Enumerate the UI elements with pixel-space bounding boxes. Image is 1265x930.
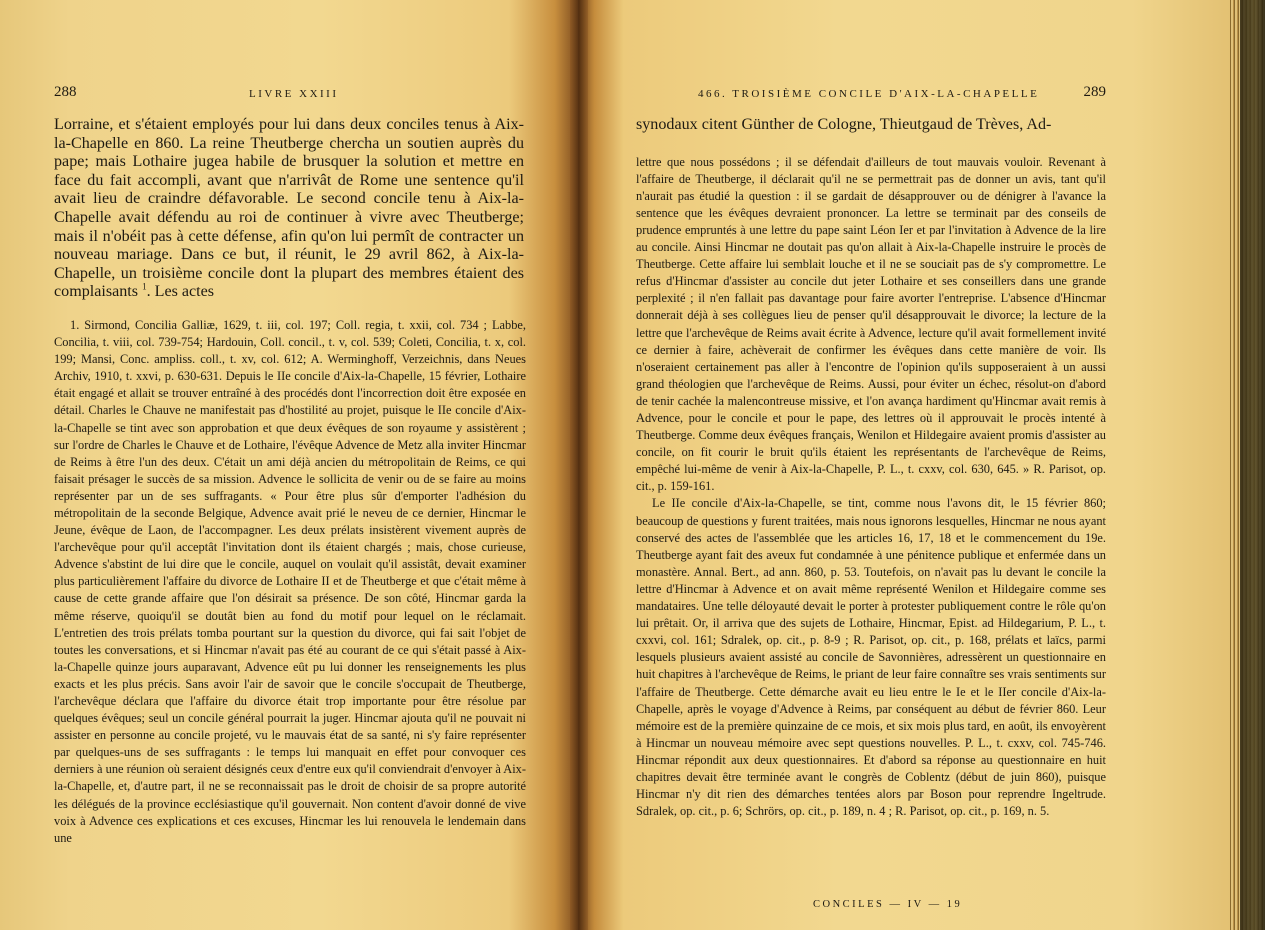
left-body-text: [54, 116, 524, 302]
left-footnote: [54, 317, 526, 847]
right-body-text: synodaux citent Günther de Cologne, Thieutgaud de Trèves, Ad-: [636, 116, 1052, 133]
left-page-number: 288: [54, 84, 77, 100]
right-running-head: [636, 86, 1106, 108]
book-cover-edge: [1240, 0, 1265, 930]
right-footnote-para-1: lettre que nous possédons ; il se défendait d'ailleurs de tout mauvais vouloir. Revenant à l'affaire de Theutberge, il déclarait qu'il ne se permettrait pas de donner un avis, tant qu'il n'aurait pas étudié la question : il se gardait de désapprouver ou de dénigrer à l'avance la sentence que les évêques devraient prononcer. La lettre se terminait par des conseils de prudence empruntés à une lettre du pape saint Léon Ier et par l'invitation à Advence de la lire au concile. Ainsi Hincmar ne doutait pas qu'on allait à Aix-la-Chapelle instruire le procès de Theutberge. Cette affaire lui semblait louche et il ne se souciait pas de s'y compromettre. Le refus d'Hincmar d'assister au concile dut jeter Lothaire et ses conseillers dans une grande perplexité ; il n'en fallait pas davantage pour faire avorter l'entreprise. L'absence d'Hincmar donnerait déjà à ses collègues lieu de penser qu'il désapprouvait le divorce; la lecture de la lettre que l'archevêque de Reims avait écrite à Advence, lecture qu'il avait formellement invité ce dernier à faire, achèverait de confirmer les évêques dans cette manière de voir. Ils n'oseraient certainement pas aller à l'encontre de l'opinion qu'ils supposeraient à un aussi grand théologien que l'archevêque de Reims. Aussi, pour éviter un échec, résolut-on d'abord de tenir cachée la malencontreuse missive, et l'on avança hardiment qu'Hincmar avait remis à Advence, pour le concile et pour le pape, des lettres où il approuvait le procès intenté à Theutberge. Comme deux évêques français, Wenilon et Hildegaire avaient promis d'assister au concile, on fit courir le bruit qu'ils étaient les représentants de l'archevêque de Reims, empêché lui-même de venir à Aix-la-Chapelle, P. L., t. cxxv, col. 630, 645. » R. Parisot, op. cit., p. 159-161.: [636, 154, 1106, 494]
right-page: [578, 0, 1230, 930]
left-body-main: Lorraine, et s'étaient employés pour lui dans deux conciles tenus à Aix-la-Chapelle en 860. La reine Theutberge chercha un soutien auprès du pape; mais Lothaire jugea habile de brusquer la solution et mettre en face du fait accompli, avant que n'arrivât de Rome une sentence qu'il avait lieu de craindre défavorable. Le second concile tenu à Aix-la-Chapelle avait défendu au roi de continuer à vivre avec Theutberge; mais il n'obéit pas à cette défense, afin qu'on lui permît de contracter un nouveau mariage. Dans ce but, il réunit, le 29 avril 862, à Aix-la-Chapelle, un troisième concile dont la plupart des membres étaient des complaisants: [54, 116, 524, 301]
left-body-end: . Les actes: [146, 283, 215, 301]
signature-mark: CONCILES — IV — 19: [813, 899, 963, 910]
right-footnote: [636, 154, 1106, 821]
right-page-number: 289: [1083, 84, 1106, 100]
book-spine: [570, 0, 588, 930]
left-footnote-text: 1. Sirmond, Concilia Galliæ, 1629, t. iii, col. 197; Coll. regia, t. xxii, col. 734 ; Labbe, Concilia, t. viii, col. 739-754; Hardouin, Coll. concil., t. v, col. 539; Coleti, Concilia, t. x, col. 199; Mansi, Conc. ampliss. coll., t. xv, col. 612; A. Werminghoff, Verzeichnis, dans Neues Archiv, 1910, t. xxvi, p. 630-631. Depuis le IIe concile d'Aix-la-Chapelle, 15 février, Lothaire était engagé et allait se trouver entraîné à des procédés dont l'incorrection doit être exposée en détail. Charles le Chauve ne manifestait pas d'hostilité au projet, puisque le IIe concile d'Aix-la-Chapelle se tint avec son approbation et que deux évêques de son royaume y assistèrent ; sur l'ordre de Charles le Chauve et de Lothaire, l'évêque Advence de Metz alla inviter Hincmar de Reims à être l'un des deux. C'était un ami déjà ancien du métropolitain de Reims, ce qui faisait présager le succès de sa mission. Advence le sollicita de venir ou de se faire au moins représenter par un de ses suffragants. « Pour être plus sûr d'emporter l'adhésion du métropolitain de la seconde Belgique, Advence avait prié le neveu de ce dernier, Hincmar le Jeune, évêque de Laon, de l'accompagner. Les deux prélats insistèrent vivement auprès de l'archevêque pour qu'il acceptât l'invitation dont ils étaient chargés ; mais, chose curieuse, Advence s'abstint de lui dire que le concile, auquel on voulait qu'il assistât, devait examiner plus particulièrement l'affaire du divorce de Lothaire II et de Theutberge et que c'était même à cause de cette grande affaire que l'on désirait sa présence. De son côté, Hincmar garda la même réserve, quoiqu'il se doutât bien au fond du motif pour lequel on le réclamait. L'entretien des trois prélats tomba pourtant sur la question du divorce, qui fai sait l'objet de toutes les conversations, et si Hincmar n'avait pas été au courant de ce qui s'était passé à Aix-la-Chapelle quinze jours auparavant, Advence eût pu lui donner les renseignements les plus exacts et les plus précis. Sans avoir l'air de savoir que le concile s'occupait de Theutberge, l'archevêque déclara que l'affaire du divorce était trop importante pour être résolue par quelques évêques; seul un concile général pourrait la juger. Hincmar ajouta qu'il ne pouvait ni assister en personne au concile projeté, vu le mauvais état de sa santé, ni s'y faire représenter par quelques-uns de ses suffragants : le temps lui manquait en effet pour convoquer ces derniers à une réunion où seraient désignés ceux d'entre eux qu'il conviendrait d'envoyer à Aix-la-Chapelle, et, d'autre part, il ne se reconnaissait pas le droit de choisir de sa propre autorité les délégués de la province ecclésiastique qu'il gouvernait. Non content d'avoir donné de vive voix à Advence ces explications et ces excuses, Hincmar les lui renouvela le lendemain dans une: [54, 317, 526, 845]
left-page: [0, 0, 578, 930]
footnote-ref: 1: [142, 281, 147, 292]
right-running-title: 466. TROISIÈME CONCILE D'AIX-LA-CHAPELLE: [698, 88, 1040, 100]
left-running-title: LIVRE XXIII: [249, 88, 339, 100]
right-footnote-para-2: Le IIe concile d'Aix-la-Chapelle, se tint, comme nous l'avons dit, le 15 février 860; beaucoup de questions y furent traitées, mais nous ignorons lesquelles, Hincmar ne nous ayant conservé des actes de l'assemblée que les articles 16, 17, 18 et le commencement du 19e. Theutberge ayant fait des aveux fut condamnée à une pénitence publique et enfermée dans un monastère. Annal. Bert., ad ann. 860, p. 53. Toutefois, on n'avait pas lu devant le concile la lettre d'Hincmar à Advence et on avait même représenté Wenilon et Hildegaire comme ses mandataires. Une telle déloyauté devait le porter à protester publiquement contre le rôle qu'on lui prêtait. Or, il arriva que des sujets de Lothaire, Hincmar, Epist. ad Hildegarium, P. L., t. cxxvi, col. 161; Sdralek, op. cit., p. 8-9 ; R. Parisot, op. cit., p. 168, prélats et laïcs, parmi lesquels plusieurs avaient assisté au concile de Savonnières, adressèrent un questionnaire en huit chapitres à l'archevêque de Reims, le priant de leur faire connaître ses vrais sentiments sur l'affaire de Theutberge. Cette démarche avait eu lieu entre le Ie et le IIer concile d'Aix-la-Chapelle, après le voyage d'Advence à Reims, par conséquent au début de février 860. Leur mémoire est de la première quinzaine de ce mois, et six mois plus tard, en août, ils envoyèrent à Hincmar un nouveau mémoire avec sept questions nouvelles. P. L., t. cxxv, col. 745-746. Hincmar répondit aux deux questionnaires. Et d'abord sa réponse au questionnaire en huit chapitres devait être terminée avant le congrès de Coblentz (début de juin 860), puisque Hincmar n'y dit rien des démarches tentées alors par Boson pour reprendre Ingeltrude. Sdralek, op. cit., p. 6; Schrörs, op. cit., p. 189, n. 4 ; R. Parisot, op. cit., p. 169, n. 5.: [636, 496, 1106, 819]
left-running-head: [54, 86, 540, 108]
